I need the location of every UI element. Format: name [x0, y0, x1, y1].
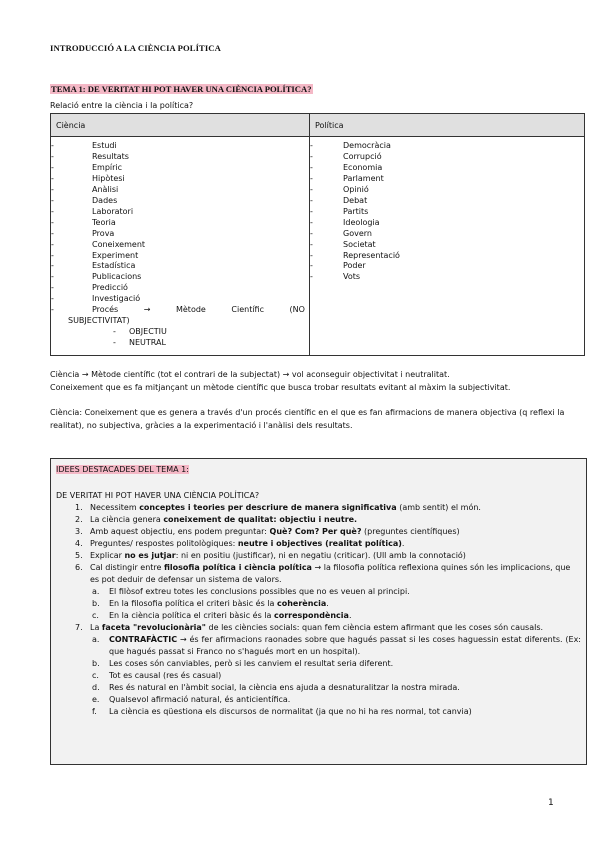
list-item-proces: - Procés → Mètode Científic (NO — [51, 305, 309, 316]
table-header-ciencia: Ciència — [51, 114, 310, 137]
list-item: - Govern — [310, 228, 372, 238]
list-item: - Experiment — [51, 250, 139, 260]
list-item: c. Tot es causal (res és casual) — [92, 671, 222, 680]
list-item: 4. Preguntes/ respostes politològiques: neutre i objectives (realitat política). — [75, 539, 405, 548]
list-item: 3. Amb aquest objectiu, ens podem preguntar: Què? Com? Per què? (preguntes científiques) — [75, 527, 460, 536]
key-ideas-heading: IDEES DESTACADES DEL TEMA 1: — [56, 465, 189, 474]
list-item: 1. Necessitem conceptes i teories per descriure de manera significativa (amb sentit) el món. — [75, 503, 481, 512]
list-item: - Hipòtesi — [51, 173, 125, 183]
politica-list — [310, 141, 584, 283]
list-item: a. El filòsof extreu totes les conclusions possibles que no es veuen al principi. — [92, 587, 410, 596]
sub-list-wrapper — [51, 327, 309, 349]
proces-line: Procés → Mètode Científic (NO — [92, 305, 305, 315]
list-item: d. Res és natural en l'àmbit social, la ciència ens ajuda a desnaturalitzar la nostra mirada. — [92, 683, 460, 692]
paragraph-coneixement: Coneixement que es fa mitjançant un mètode científic que busca trobar resultats evitant al màxim la subjectivitat. — [50, 383, 511, 392]
comparison-table — [50, 113, 585, 356]
list-item: - Democràcia — [310, 141, 391, 150]
list-item: - Anàlisi — [51, 184, 119, 194]
page-number: 1 — [548, 798, 554, 808]
list-item: - Empíric — [51, 162, 123, 172]
ciencia-cell — [51, 137, 310, 356]
section-subtitle: Relació entre la ciència i la política? — [50, 101, 194, 110]
list-item: - Dades — [51, 195, 118, 205]
paragraph-metode: Ciència → Mètode científic (tot el contrari de la subjectat) → vol aconseguir objectivitat i neutralitat. — [50, 370, 450, 379]
list-item: b. En la filosofia política el criteri bàsic és la coherència. — [92, 599, 329, 608]
list-item: - Representació — [310, 250, 400, 260]
list-item: - Corrupció — [310, 151, 382, 161]
list-item: - Poder — [310, 261, 366, 271]
proces-sub-list — [51, 327, 309, 349]
list-item: - Estadística — [51, 261, 136, 271]
list-item: b. Les coses són canviables, però si les canviem el resultat seria diferent. — [92, 659, 394, 668]
list-item: - OBJECTIU — [113, 327, 167, 337]
list-item: c. En la ciència política el criteri bàsic és la correspondència. — [92, 611, 352, 620]
list-item-continuation: SUBJECTIVITAT) — [68, 316, 130, 326]
tema-title: TEMA 1: DE VERITAT HI POT HAVER UNA CIÈNCIA POLÍTICA? — [51, 84, 312, 94]
key-ideas-list — [51, 502, 581, 718]
list-item: 6. Cal distingir entre filosofia política i ciència política → la filosofia política reflexiona quines són les implicacions, que es pot deduir de defensar un sistema de valors. a. El filòsof extreu totes les conclusions possibles que no es veuen al principi. b. En la filosofia política el criteri bàsic és la coherència. c. En la ciència política el criteri bàsic és la correspondència. — [51, 562, 581, 622]
paragraph-definicio-ciencia: Ciència: Coneixement que es genera a través d'un procés científic en el que es fan afirmacions de manera objectiva (q reflexi la realitat), no subjectiva, gràcies a la experimentació i l'anàlisi dels resultats. — [50, 408, 565, 430]
list-item: - Opinió — [310, 184, 369, 194]
list-item: - Teoria — [51, 217, 116, 227]
list-item: - Debat — [310, 195, 368, 205]
ciencia-list — [51, 141, 309, 349]
sub-list — [90, 634, 581, 718]
list-item: 5. Explicar no es jutjar: ni en positiu (justificar), ni en negatiu (criticar). (Ull amb la connotació) — [75, 551, 466, 560]
list-item: f. La ciència es qüestiona els discursos de normalitat (ja que no hi ha res normal, tot canvia) — [92, 707, 472, 716]
list-item: a. CONTRAFÀCTIC → és fer afirmacions raonades sobre que hagués passat si les coses haguessin estat diferents. (Ex: que hagués passat si Franco no s'hagués mort en un hospital). — [92, 635, 581, 656]
list-item: - Ideologia — [310, 217, 380, 227]
list-item: - Economia — [310, 162, 383, 172]
list-item: - Resultats — [51, 151, 129, 161]
list-item: - Partits — [310, 206, 369, 216]
list-item: - Societat — [310, 239, 376, 249]
list-item: - Investigació — [51, 294, 141, 304]
list-item: 2. La ciència genera coneixement de qualitat: objectiu i neutre. — [75, 515, 358, 524]
key-ideas-subtitle: DE VERITAT HI POT HAVER UNA CIÈNCIA POLÍTICA? — [56, 491, 260, 500]
key-ideas-box — [50, 458, 587, 765]
sub-list — [90, 586, 581, 622]
list-item: - Predicció — [51, 283, 128, 293]
list-item: - Prova — [51, 228, 115, 238]
politica-cell — [310, 137, 585, 356]
table-header-politica: Política — [310, 114, 585, 137]
list-item: - Coneixement — [51, 239, 146, 249]
list-item: - Vots — [310, 272, 361, 282]
list-item: - Estudi — [51, 141, 117, 150]
document-title: INTRODUCCIÓ A LA CIÈNCIA POLÍTICA — [50, 43, 221, 53]
list-item: - NEUTRAL — [113, 338, 166, 348]
list-item: - Publicacions — [51, 272, 142, 282]
list-item: 7. La faceta "revolucionària" de les ciències socials: quan fem ciència estem afirmant que les coses són causals. a. CONTRAFÀCTIC → és fer afirmacions raonades sobre que hagués passat si les coses haguessin estat diferents. (Ex: que hagués passat si Franco no s'hagués mort en un hospital). b. Les coses són canviables, però si les canviem el resultat seria diferent. c. Tot es causal (res és casual) d. Res és natural en l'àmbit social, la ciència ens ajuda a desnaturalitzar la nostra mirada. e. Qualsevol afirmació natural, és anticientífica. f. La ciència es qüestiona els discursos de normalitat (ja que no hi ha res normal, tot canvia) — [75, 623, 581, 716]
list-item: - Parlament — [310, 173, 384, 183]
list-item: - Laboratori — [51, 206, 134, 216]
list-item: e. Qualsevol afirmació natural, és anticientífica. — [92, 695, 291, 704]
